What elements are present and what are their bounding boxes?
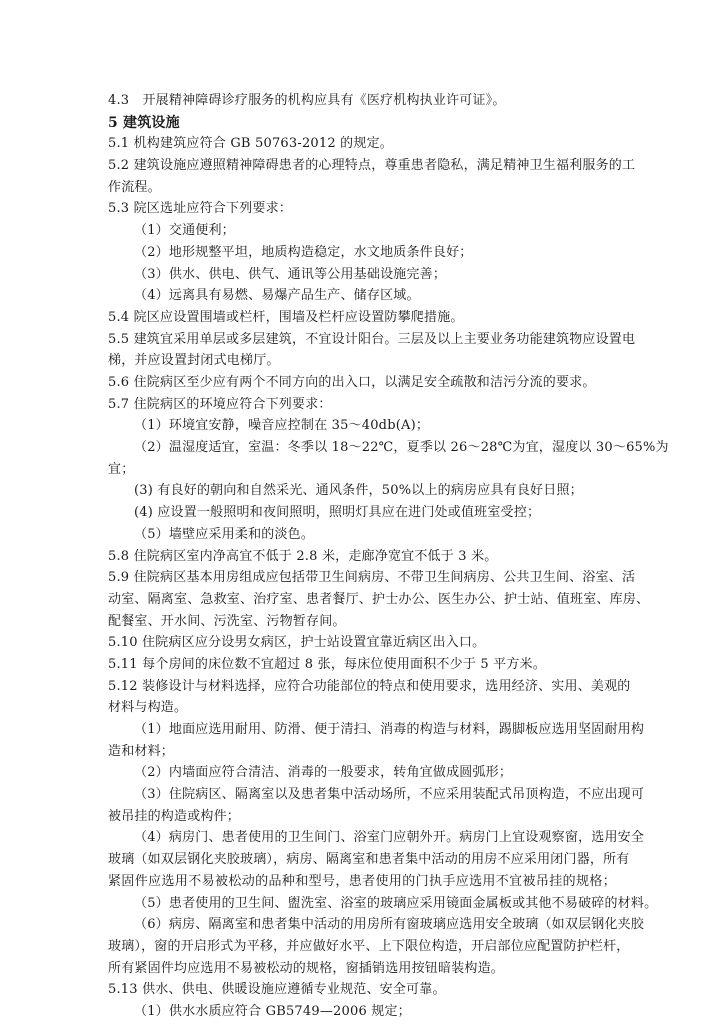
clause-5-12-item-6-line-3: 所有紧固件均应选用不易被松动的规格，窗插销选用按钮暗装构造。 bbox=[108, 961, 505, 976]
clause-5-3-item-4: （4）远离具有易燃、易爆产品生产、储存区域。 bbox=[134, 288, 420, 303]
clause-5-12-item-1-line-1: （1）地面应选用耐用、防滑、便于清扫、消毒的构造与材料，踢脚板应选用坚固耐用构 bbox=[134, 722, 645, 737]
clause-5-9-line-1: 5.9 住院病区基本用房组成应包括带卫生间病房、不带卫生间病房、公共卫生间、浴室、活 bbox=[108, 570, 636, 585]
clause-5-3-item-3: （3）供水、供电、供气、通讯等公用基础设施完善； bbox=[134, 267, 447, 282]
clause-5-12-item-3-line-2: 被吊挂的构造或构件； bbox=[108, 809, 241, 824]
clause-5-7: 5.7 住院病区的环境应符合下列要求： bbox=[108, 397, 332, 412]
clause-5-5-line-1: 5.5 建筑宜采用单层或多层建筑，不宜设计阳台。三层及以上主要业务功能建筑物应设置电 bbox=[108, 332, 636, 347]
clause-5-13-item-1: （1）供水水质应符合 GB5749—2006 规定； bbox=[134, 1004, 411, 1019]
section-heading: 5 建筑设施 bbox=[108, 115, 180, 131]
clause-5-12-line-2: 材料与构造。 bbox=[108, 700, 188, 715]
clause-5-12-item-2: （2）内墙面应符合清洁、消毒的一般要求，转角宜做成圆弧形； bbox=[134, 765, 513, 780]
clause-5-7-item-2-line-2: 宜； bbox=[108, 462, 135, 477]
clause-5-6: 5.6 住院病区至少应有两个不同方向的出入口，以满足安全疏散和洁污分流的要求。 bbox=[108, 375, 596, 390]
clause-5-12-item-1-line-2: 造和材料； bbox=[108, 744, 175, 759]
clause-5-7-item-1: （1）环境宜安静，噪音应控制在 35～40db(A)； bbox=[134, 418, 430, 433]
clause-5-7-item-2-line-1: （2）温湿度适宜，室温：冬季以 18～22℃，夏季以 26～28℃为宜，湿度以 30～65%为 bbox=[134, 440, 669, 455]
clause-4-3: 4.3 开展精神障碍诊疗服务的机构应具有《医疗机构执业许可证》。 bbox=[108, 93, 506, 108]
clause-5-9-line-3: 配餐室、开水间、污洗室、污物暂存间。 bbox=[108, 614, 346, 629]
clause-5-11: 5.11 每个房间的床位数不宜超过 8 张，每床位使用面积不少于 5 平方米。 bbox=[108, 657, 546, 672]
clause-5-4: 5.4 院区应设置围墙或栏杆，围墙及栏杆应设置防攀爬措施。 bbox=[108, 310, 464, 325]
clause-5-13: 5.13 供水、供电、供暖设施应遵循专业规范、安全可靠。 bbox=[108, 982, 446, 997]
clause-5-12-item-4-line-3: 紧固件应选用不易被松动的品种和型号，患者使用的门执手应选用不宜被吊挂的规格； bbox=[108, 874, 616, 889]
clause-5-12-item-6-line-2: 玻璃），窗的开启形式为平移，并应做好水平、上下限位构造，开启部位应配置防护栏杆， bbox=[108, 939, 630, 954]
clause-5-9-line-2: 动室、隔离室、急救室、治疗室、患者餐厅、护士办公、医生办公、护士站、值班室、库房、 bbox=[108, 592, 650, 607]
clause-5-12-item-3-line-1: （3）住院病区、隔离室以及患者集中活动场所，不应采用装配式吊顶构造，不应出现可 bbox=[134, 787, 645, 802]
clause-5-12-line-1: 5.12 装修设计与材料选择，应符合功能部位的特点和使用要求，选用经济、实用、美观的 bbox=[108, 679, 631, 694]
clause-5-3: 5.3 院区选址应符合下列要求： bbox=[108, 201, 293, 216]
clause-5-2-line-2: 作流程。 bbox=[108, 180, 161, 195]
clause-5-12-item-5: （5）患者使用的卫生间、盥洗室、浴室的玻璃应采用镜面金属板或其他不易破碎的材料。 bbox=[134, 896, 658, 911]
clause-5-10: 5.10 住院病区应分设男女病区，护士站设置宜靠近病区出入口。 bbox=[108, 635, 486, 650]
clause-5-7-item-3: (3) 有良好的朝向和自然采光、通风条件，50%以上的病房应具有良好日照； bbox=[134, 483, 583, 498]
clause-5-2-line-1: 5.2 建筑设施应遵照精神障碍患者的心理特点，尊重患者隐私，满足精神卫生福利服务的工 bbox=[108, 158, 636, 173]
clause-5-7-item-5: （5）墙壁应采用柔和的淡色。 bbox=[134, 527, 315, 542]
clause-5-5-line-2: 梯，并应设置封闭式电梯厅。 bbox=[108, 353, 280, 368]
clause-5-1: 5.1 机构建筑应符合 GB 50763-2012 的规定。 bbox=[108, 136, 393, 151]
clause-5-12-item-4-line-1: （4）病房门、患者使用的卫生间门、浴室门应朝外开。病房门上宜设观察窗，选用安全 bbox=[134, 830, 645, 845]
clause-5-8: 5.8 住院病区室内净高宜不低于 2.8 米，走廊净宽宜不低于 3 米。 bbox=[108, 549, 498, 564]
clause-5-3-item-1: （1）交通便利； bbox=[134, 223, 235, 238]
clause-5-3-item-2: （2）地形规整平坦，地质构造稳定，水文地质条件良好； bbox=[134, 245, 473, 260]
clause-5-12-item-6-line-1: （6）病房、隔离室和患者集中活动的用房所有窗玻璃应选用安全玻璃（如双层钢化夹胶 bbox=[134, 917, 645, 932]
clause-5-12-item-4-line-2: 玻璃（如双层钢化夹胶玻璃），病房、隔离室和患者集中活动的用房不应采用闭门器，所有 bbox=[108, 852, 630, 867]
clause-5-7-item-4: (4) 应设置一般照明和夜间照明，照明灯具应在进门处或值班室受控； bbox=[134, 505, 541, 520]
